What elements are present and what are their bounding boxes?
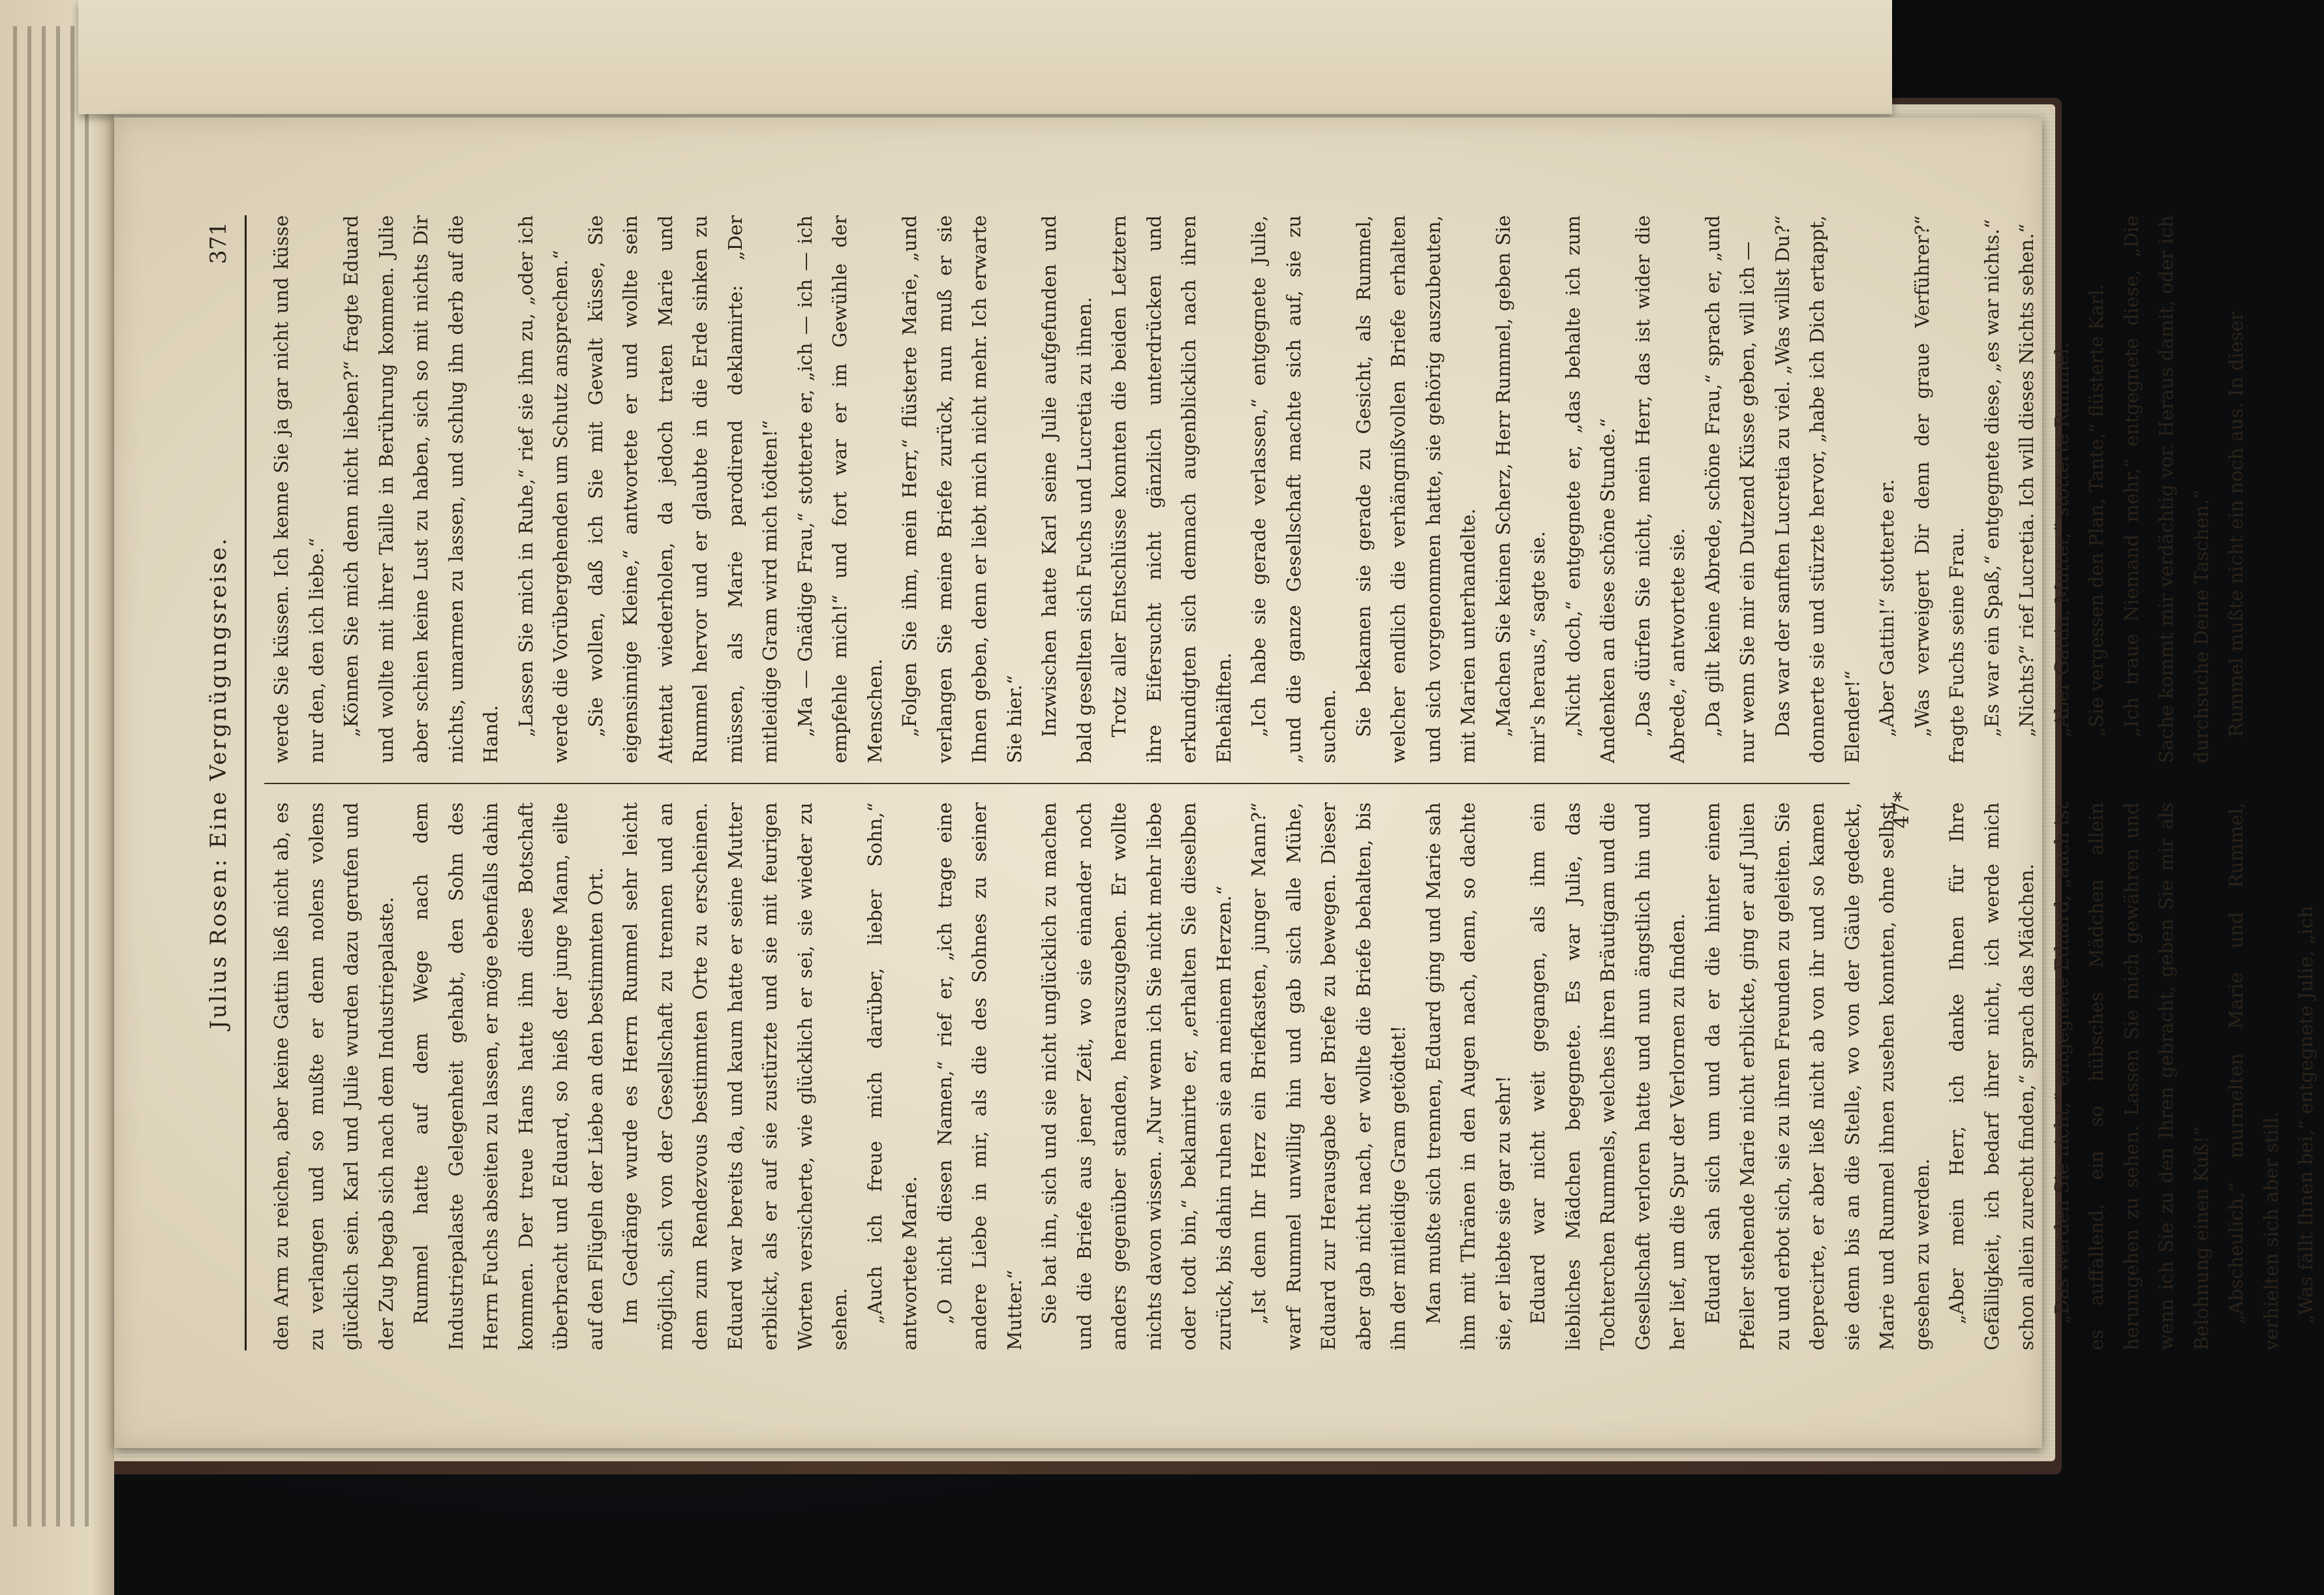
paragraph: „Was fällt Ihnen bei,“ entgegnete Julie, „ich: [2295, 905, 2317, 1324]
page-header: [206, 215, 247, 1350]
paragraph: „Das dürfen Sie nicht, mein Herr, das ist wider die Abrede,“ antwortete sie.: [1631, 215, 1689, 763]
paragraph: „Nichts?“ rief Lucretia. Ich will dieses Nichts sehen.“: [2015, 223, 2038, 737]
running-title: Julius Rosen: Eine Vergnügungsreise.: [206, 536, 232, 1029]
paragraph: Rummel hatte auf dem Wege nach dem Industriepalaste Gelegenheit gehabt, den Sohn des Herrn Fuchs abseiten zu lassen, er möge ebenfalls dahin kommen. Der treue Hans hatte ihm diese Botschaft überbracht und Eduard, so hieß der junge Mann, eilte auf den Flügeln der Liebe an den bestimmten Ort.: [410, 802, 607, 1350]
paragraph: Eduard sah sich um und da er die hinter einem Pfeiler stehende Marie nicht erblickte, ging er auf Julien zu und erbot sich, sie zu ihren Freunden zu geleiten. Sie deprecirte, er aber ließ nicht ab von ihr und so kamen sie denn bis an die Stelle, wo von der Gäule gedeckt, Marie und Rummel ihnen zusehen konnten, ohne selbst gesehen zu werden.: [1701, 802, 1933, 1350]
paragraph: Rummel mußte nicht ein noch aus. In dieser: [2225, 311, 2247, 737]
paragraph: „Da gilt keine Abrede, schöne Frau,“ sprach er, „und nur wenn Sie mir ein Dutzend Küsse geben, will ich —: [1701, 215, 1758, 763]
paragraph: den Arm zu reichen, aber keine Gattin ließ nicht ab, es zu verlangen und so mußte er denn nolens volens glücklich sein. Karl und Julie wurden dazu gerufen und der Zug begab sich nach dem Industriepalaste.: [270, 802, 397, 1350]
book-page: [114, 117, 2317, 1448]
paragraph: „Das werden Sie nicht,“ entgegnete Eduard, „auch ist es auffallend, ein so hübsches Mädchen allein herumgehen zu sehen. Lassen Sie mich gewähren und wenn ich Sie zu den Ihren gebracht, geben Sie mir als Belohnung einen Kuß!“: [2050, 802, 2212, 1350]
column-divider: [264, 783, 1850, 784]
paragraph: Im Gedränge wurde es Herrn Rummel sehr leicht möglich, sich von der Gesellschaft zu trennen und an dem zum Rendezvous bestimmten Orte zu erscheinen. Eduard war bereits da, und kaum hatte er seine Mutter erblickt, als er auf sie zustürzte und sie mit feurigen Worten versicherte, wie glücklich er sei, sie wieder zu sehen.: [619, 802, 851, 1350]
paragraph: „Ich traue Niemand mehr,“ entgegnete diese, „Die Sache kommt mir verdächtig vor. Heraus damit, oder ich durchsuche Deine Taschen.“: [2120, 215, 2212, 763]
paragraph: „Auch ich freue mich darüber, lieber Sohn,“ antwortete Marie.: [863, 802, 921, 1350]
paragraph: „O nicht diesen Namen,“ rief er, „ich trage eine andere Liebe in mir, als die des Sohnes zu seiner Mutter.“: [933, 802, 1026, 1350]
paragraph: „Nicht doch,“ entgegnete er, „das behalte ich zum Andenken an diese schöne Stunde.“: [1561, 215, 1619, 763]
paragraph: „Machen Sie keinen Scherz, Herr Rummel, geben Sie mir's heraus,“ sagte sie.: [1491, 215, 1549, 763]
paragraph: „Ma — Gnädige Frau,“ stotterte er, „ich — ich — ich empfehle mich!“ und fort war er im Gewühle der Menschen.: [793, 215, 886, 763]
previous-page-strip: [0, 0, 114, 1595]
paragraph: Inzwischen hatte Karl seine Julie aufgefunden und bald gesellten sich Fuchs und Lucretia zu ihnen.: [1038, 215, 1095, 763]
paragraph: „Folgen Sie ihm, mein Herr,“ flüsterte Marie, „und verlangen Sie meine Briefe zurück, nun muß er sie Ihnen geben, denn er liebt mich nicht mehr. Ich erwarte Sie hier.“: [898, 215, 1026, 763]
paragraph: Das war der sanften Lucretia zu viel. „Was willst Du?“ donnerte sie und stürzte hervor, „habe ich Dich ertappt, Elender!“: [1771, 215, 1863, 763]
paragraph: „Sie wollen, daß ich Sie mit Gewalt küsse, Sie eigensinnige Kleine,“ antwortete er und wollte sein Attentat wiederholen, da jedoch traten Marie und Rummel hervor und er glaubte in die Erde sinken zu müssen, als Marie parodirend deklamirte: „Der mitleidige Gram wird mich tödten!“: [584, 215, 781, 763]
paragraph: „Was verweigert Dir denn der graue Verführer?“ fragte Fuchs seine Frau.: [1910, 215, 1968, 763]
paragraph: „Ist denn Ihr Herz ein Briefkasten, junger Mann?“ warf Rummel unwillig hin und gab sich alle Mühe, Eduard zur Herausgabe der Briefe zu bewegen. Dieser aber gab nicht nach, er wollte die Briefe behalten, bis ihn der mitleidige Gram getödtet!: [1247, 802, 1409, 1350]
previous-page-top-fold: [78, 0, 1892, 114]
paragraph: „Sie vergessen den Plan, Tante,“ flüsterte Karl.: [2085, 283, 2107, 737]
paragraph: Man mußte sich trennen, Eduard ging und Marie sah ihm mit Thränen in den Augen nach, denn, so dachte sie, er liebte sie gar zu sehr!: [1422, 802, 1514, 1350]
paragraph: Trotz aller Entschlüsse konnten die beiden Letztern ihre Eifersucht nicht gänzlich unterdrücken und erkundigten sich demnach augenblicklich nach ihren Ehehälften.: [1108, 215, 1235, 763]
page-number: 371: [206, 222, 232, 264]
paragraph: Eduard war nicht weit gegangen, als ihm ein liebliches Mädchen begegnete. Es war Julie, das Tochterchen Rummels, welches ihren Bräutigam und die Gesellschaft verloren hatte und nun ängstlich hin und her lief, um die Spur der Verlornen zu finden.: [1527, 802, 1689, 1350]
paragraph: „Es war ein Spaß,“ entgegnete diese, „es war nichts.“: [1980, 219, 2003, 737]
paragraph: „Ich habe sie gerade verlassen,“ entgegnete Julie, „und die ganze Gesellschaft machte sich auf, sie zu suchen.: [1247, 215, 1339, 763]
rotated-page-content: [114, 117, 2317, 1448]
paragraph: „Aber Gattin, Mutter,“ stotterte Rummel.: [2050, 342, 2073, 737]
right-text-column: [264, 215, 2247, 763]
paragraph: „Können Sie mich denn nicht lieben?“ fragte Eduard und wollte mit ihrer Taille in Berührung kommen. Julie aber schien keine Lust zu haben, sich so mit nichts Dir nichts, umarmen zu lassen, und schlug ihn derb auf die Hand.: [340, 215, 502, 763]
paragraph: Sie bekamen sie gerade zu Gesicht, als Rummel, welcher endlich die verhängnißvollen Briefe erhalten und sich vorgenommen hatte, sie gehörig auszubeuten, mit Marien unterhandelte.: [1352, 215, 1479, 763]
paragraph: werde Sie küssen. Ich kenne Sie ja gar nicht und küsse nur den, den ich liebe.“: [270, 215, 328, 763]
paragraph: Sie bat ihn, sich und sie nicht unglücklich zu machen und die Briefe aus jener Zeit, wo sie einander noch anders gegenüber standen, herauszugeben. Er wollte nichts davon wissen. „Nur wenn ich Sie nicht mehr liebe oder todt bin,“ beklamirte er, „erhalten Sie dieselben zurück, bis dahin ruhen sie an meinem Herzen.“: [1038, 802, 1235, 1350]
signature-mark: 47*: [1889, 791, 1914, 828]
previous-page-text-texture: [13, 26, 91, 1527]
paragraph: „Aber Gattin!“ stotterte er.: [1876, 479, 1898, 737]
paragraph: „Abscheulich,“ murmelten Marie und Rummel, verhielten sich aber still.: [2225, 802, 2282, 1350]
paragraph: „Lassen Sie mich in Ruhe,“ rief sie ihm zu, „oder ich werde die Vorübergehenden um Schutz ansprechen.“: [514, 215, 572, 763]
paragraph: „Aber mein Herr, ich danke Ihnen für Ihre Gefälligkeit, ich bedarf ihrer nicht, ich werde mich schon allein zurecht finden,“ sprach das Mädchen.: [1946, 802, 2038, 1350]
